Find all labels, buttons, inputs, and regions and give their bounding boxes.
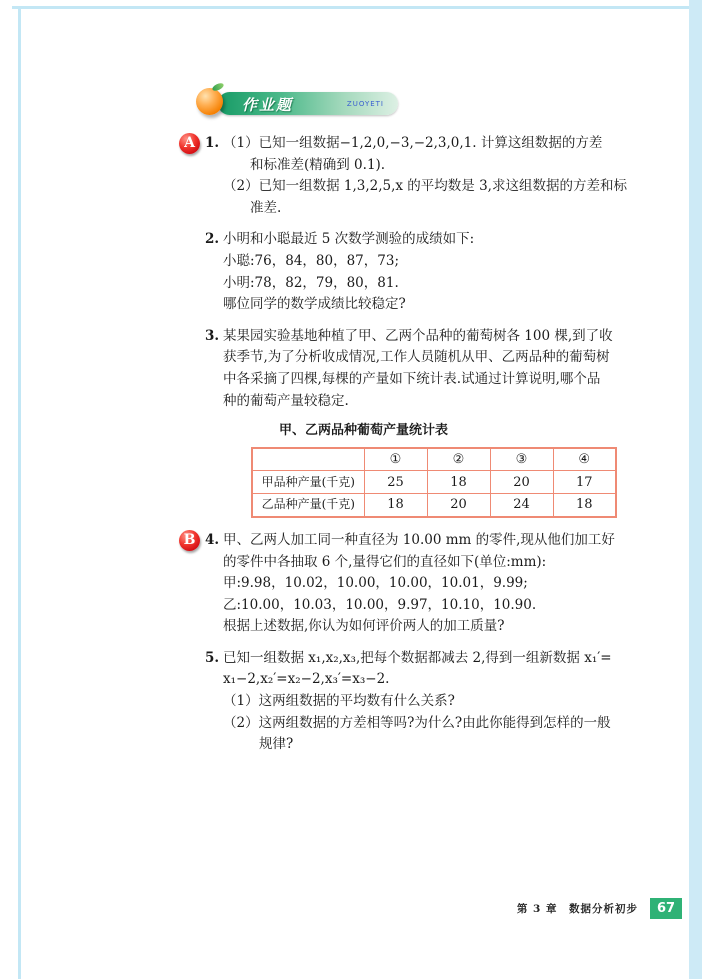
homework-title-pinyin: ZUOYETI bbox=[346, 100, 384, 108]
table-cell: 20 bbox=[490, 471, 553, 494]
problem-number: 1. bbox=[205, 135, 220, 151]
problem-2 bbox=[205, 229, 625, 315]
problem-4 bbox=[183, 530, 625, 638]
table-cell: 18 bbox=[427, 471, 490, 494]
text-line: 某果园实验基地种植了甲、乙两个品种的葡萄树各 100 棵,到了收 bbox=[223, 327, 613, 344]
table-cell: 18 bbox=[364, 494, 427, 517]
text-line: 小明:78，82，79，80，81. bbox=[223, 274, 399, 291]
text-line: （1）已知一组数据−1,2,0,−3,−2,3,0,1. 计算这组数据的方差 bbox=[223, 135, 603, 151]
table-header-row bbox=[252, 448, 616, 471]
text-line: 规律? bbox=[259, 736, 294, 753]
problem-3 bbox=[205, 326, 625, 518]
table-header-cell: ④ bbox=[553, 448, 616, 471]
text-line: 已知一组数据 x₁,x₂,x₃,把每个数据都减去 2,得到一组新数据 x₁′= bbox=[223, 649, 612, 666]
page-frame-top bbox=[12, 6, 702, 9]
page-frame-right bbox=[689, 0, 702, 979]
table-header-cell: ③ bbox=[490, 448, 553, 471]
problem-number: 3. bbox=[205, 327, 220, 344]
chapter-label: 第 3 章 数据分析初步 bbox=[516, 903, 638, 915]
text-line: 小聪:76，84，80，87，73; bbox=[223, 252, 399, 269]
text-line: 甲、乙两人加工同一种直径为 10.00 mm 的零件,现从他们加工好 bbox=[223, 531, 615, 548]
homework-header-badge bbox=[196, 88, 406, 118]
page-footer bbox=[517, 898, 682, 919]
problem-1 bbox=[184, 133, 627, 219]
grape-yield-table bbox=[251, 447, 617, 518]
homework-title: 作业题 bbox=[242, 96, 294, 114]
text-line: （1）这两组数据的平均数有什么关系? bbox=[223, 693, 455, 710]
text-line: 甲:9.98，10.02，10.00，10.00，10.01，9.99; bbox=[223, 575, 528, 592]
section-b-badge: B bbox=[179, 530, 200, 551]
problem-number: 5. bbox=[205, 649, 220, 666]
text-line: 种的葡萄产量较稳定. bbox=[223, 392, 349, 409]
problem-5 bbox=[205, 648, 625, 756]
text-line: 哪位同学的数学成绩比较稳定? bbox=[223, 296, 406, 313]
table-cell: 24 bbox=[490, 494, 553, 517]
text-line: 准差. bbox=[250, 199, 282, 216]
page-content bbox=[183, 133, 627, 756]
text-line: 乙:10.00，10.03，10.00，9.97，10.10，10.90. bbox=[223, 596, 537, 613]
text-line: （2）这两组数据的方差相等吗?为什么?由此你能得到怎样的一般 bbox=[223, 714, 611, 731]
table-title: 甲、乙两品种葡萄产量统计表 bbox=[279, 423, 449, 439]
table-cell: 17 bbox=[553, 471, 616, 494]
table-cell: 25 bbox=[364, 471, 427, 494]
table-header-cell: ① bbox=[364, 448, 427, 471]
problem-number: 2. bbox=[205, 231, 220, 248]
text-line: 的零件中各抽取 6 个,量得它们的直径如下(单位:mm): bbox=[223, 553, 547, 570]
text-line: 小明和小聪最近 5 次数学测验的成绩如下: bbox=[223, 231, 475, 248]
text-line: 获季节,为了分析收成情况,工作人员随机从甲、乙两品种的葡萄树 bbox=[223, 349, 610, 366]
table-cell: 20 bbox=[427, 494, 490, 517]
text-line: 根据上述数据,你认为如何评价两人的加工质量? bbox=[223, 618, 505, 635]
table-cell: 18 bbox=[553, 494, 616, 517]
orange-fruit-icon bbox=[196, 88, 223, 115]
table-corner-cell bbox=[252, 448, 364, 471]
row-label: 甲品种产量(千克) bbox=[252, 471, 364, 494]
text-line: 中各采摘了四棵,每棵的产量如下统计表.试通过计算说明,哪个品 bbox=[223, 370, 601, 387]
page-frame-left bbox=[18, 6, 21, 979]
header-ribbon bbox=[218, 92, 398, 115]
grape-table-block bbox=[233, 420, 625, 518]
table-header-cell: ② bbox=[427, 448, 490, 471]
problem-number: 4. bbox=[205, 531, 220, 548]
row-label: 乙品种产量(千克) bbox=[252, 494, 364, 517]
section-a-badge: A bbox=[179, 133, 200, 154]
page-number: 67 bbox=[650, 898, 682, 919]
text-line: x₁−2,x₂′=x₂−2,x₃′=x₃−2. bbox=[223, 671, 390, 688]
text-line: 和标准差(精确到 0.1). bbox=[250, 156, 386, 173]
table-row bbox=[252, 471, 616, 494]
table-row bbox=[252, 494, 616, 517]
text-line: （2）已知一组数据 1,3,2,5,x 的平均数是 3,求这组数据的方差和标 bbox=[223, 178, 627, 195]
